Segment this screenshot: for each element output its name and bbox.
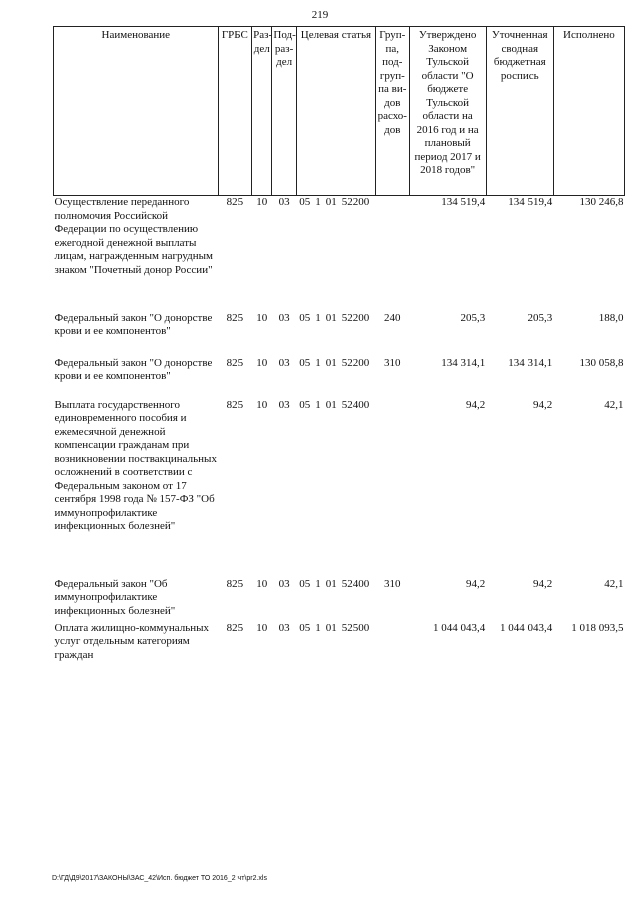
- page-number: 219: [311, 9, 329, 21]
- budget-table: [53, 26, 625, 670]
- row-group: [376, 196, 410, 312]
- row-target: [296, 357, 375, 399]
- header-refined: Уточненная сводная бюджетная роспись: [486, 27, 553, 196]
- table-row: [54, 196, 625, 312]
- header-group: Груп-па, под-груп-па ви-дов расхо-дов: [376, 27, 410, 196]
- row-refined: 94,2: [533, 577, 553, 590]
- row-grbs: 825: [226, 196, 244, 208]
- row-refined: 205,3: [527, 311, 553, 324]
- file-path-footer: D:\ГД\Д9\2017\ЗАКОНЫ\ЗАС_42\Исп. бюджет ТО 2016_2 чт\pr2.xls: [52, 875, 267, 882]
- row-razdel: 10: [256, 577, 268, 590]
- target-part: 52200: [341, 311, 370, 324]
- row-podrazdel: 03: [278, 398, 290, 411]
- row-group: [376, 622, 410, 670]
- header-executed: Исполнено: [553, 27, 624, 196]
- row-executed: 1 018 093,5: [571, 621, 624, 634]
- row-refined: 134 314,1: [508, 356, 553, 369]
- row-razdel: 10: [256, 196, 268, 208]
- row-podrazdel: 03: [278, 311, 290, 324]
- row-refined: 94,2: [533, 398, 553, 411]
- row-executed: 42,1: [604, 577, 624, 590]
- row-group: [376, 399, 410, 578]
- row-target: [296, 312, 375, 357]
- target-part: 01: [325, 196, 337, 208]
- header-grbs: ГРБС: [218, 27, 252, 196]
- row-razdel: 10: [256, 311, 268, 324]
- table-row: [54, 399, 625, 578]
- target-part: 52500: [341, 621, 370, 634]
- row-name: Оплата жилищно-коммунальных услуг отдельным категориям граждан: [54, 621, 210, 661]
- header-podrazdel: Под-раз-дел: [272, 27, 296, 196]
- table-row: [54, 578, 625, 622]
- row-approved: 205,3: [460, 311, 486, 324]
- target-part: 1: [315, 398, 321, 411]
- row-executed: 130 058,8: [579, 356, 624, 369]
- header-approved: Утверждено Законом Тульской области "О бюджете Тульской области на 2016 год и на плановый период 2017 и 2018 годов": [409, 27, 486, 196]
- target-part: 1: [315, 577, 321, 590]
- target-part: 52200: [341, 356, 370, 369]
- target-part: 01: [325, 311, 337, 324]
- row-target: [296, 622, 375, 670]
- header-razdel: Раз-дел: [252, 27, 272, 196]
- row-podrazdel: 03: [278, 621, 290, 634]
- header-target: Целевая статья: [296, 27, 375, 196]
- row-name: Федеральный закон "О донорстве крови и ее компонентов": [54, 356, 213, 382]
- target-part: 52400: [341, 577, 370, 590]
- row-razdel: 10: [256, 356, 268, 369]
- row-refined: 134 519,4: [508, 196, 553, 208]
- row-approved: 134 519,4: [441, 196, 486, 208]
- table-row: [54, 622, 625, 670]
- row-group: 310: [384, 356, 401, 369]
- row-grbs: 825: [226, 621, 244, 634]
- target-part: 05: [299, 398, 311, 411]
- row-grbs: 825: [226, 356, 244, 369]
- target-part: 1: [315, 196, 321, 208]
- header-row: [54, 27, 625, 196]
- target-part: 1: [315, 356, 321, 369]
- target-part: 1: [315, 311, 321, 324]
- target-part: 01: [325, 356, 337, 369]
- row-razdel: 10: [256, 621, 268, 634]
- row-name: Осуществление переданного полномочия Российской Федерации по осуществлению ежегодной денежной выплаты лицам, награжденным нагрудным знаком "Почетный донор России": [54, 196, 214, 276]
- row-name: Федеральный закон "Об иммунопрофилактике инфекционных болезней": [54, 577, 176, 617]
- row-executed: 130 246,8: [579, 196, 624, 208]
- target-part: 1: [315, 621, 321, 634]
- table-row: [54, 312, 625, 357]
- row-executed: 188,0: [598, 311, 624, 324]
- table-body: [54, 196, 625, 670]
- target-part: 05: [299, 356, 311, 369]
- target-part: 01: [325, 398, 337, 411]
- row-podrazdel: 03: [278, 196, 290, 208]
- row-name: Федеральный закон "О донорстве крови и ее компонентов": [54, 311, 213, 337]
- target-part: 05: [299, 196, 311, 208]
- row-podrazdel: 03: [278, 356, 290, 369]
- row-target: [296, 196, 375, 312]
- row-grbs: 825: [226, 398, 244, 411]
- table-row: [54, 357, 625, 399]
- target-part: 01: [325, 621, 337, 634]
- target-part: 52400: [341, 398, 370, 411]
- row-razdel: 10: [256, 398, 268, 411]
- row-approved: 1 044 043,4: [433, 621, 486, 634]
- row-refined: 1 044 043,4: [500, 621, 553, 634]
- target-part: 05: [299, 621, 311, 634]
- row-executed: 42,1: [604, 398, 624, 411]
- header-name: Наименование: [54, 27, 219, 196]
- row-target: [296, 578, 375, 622]
- row-grbs: 825: [226, 311, 244, 324]
- row-target: [296, 399, 375, 578]
- row-approved: 94,2: [466, 577, 486, 590]
- target-part: 05: [299, 577, 311, 590]
- target-part: 05: [299, 311, 311, 324]
- row-grbs: 825: [226, 577, 244, 590]
- row-name: Выплата государственного единовременного пособия и ежемесячной денежной компенсации гражданам при возникновении поствакцинальных осложнений в соответствии с Федеральным законом от 17 сентября 1998 года № 157-ФЗ "Об иммунопрофилактике инфекционных болезней": [54, 398, 217, 532]
- row-group: 310: [384, 577, 401, 590]
- row-podrazdel: 03: [278, 577, 290, 590]
- target-part: 52200: [341, 196, 370, 208]
- row-group: 240: [384, 311, 401, 324]
- row-approved: 94,2: [466, 398, 486, 411]
- row-approved: 134 314,1: [441, 356, 486, 369]
- target-part: 01: [325, 577, 337, 590]
